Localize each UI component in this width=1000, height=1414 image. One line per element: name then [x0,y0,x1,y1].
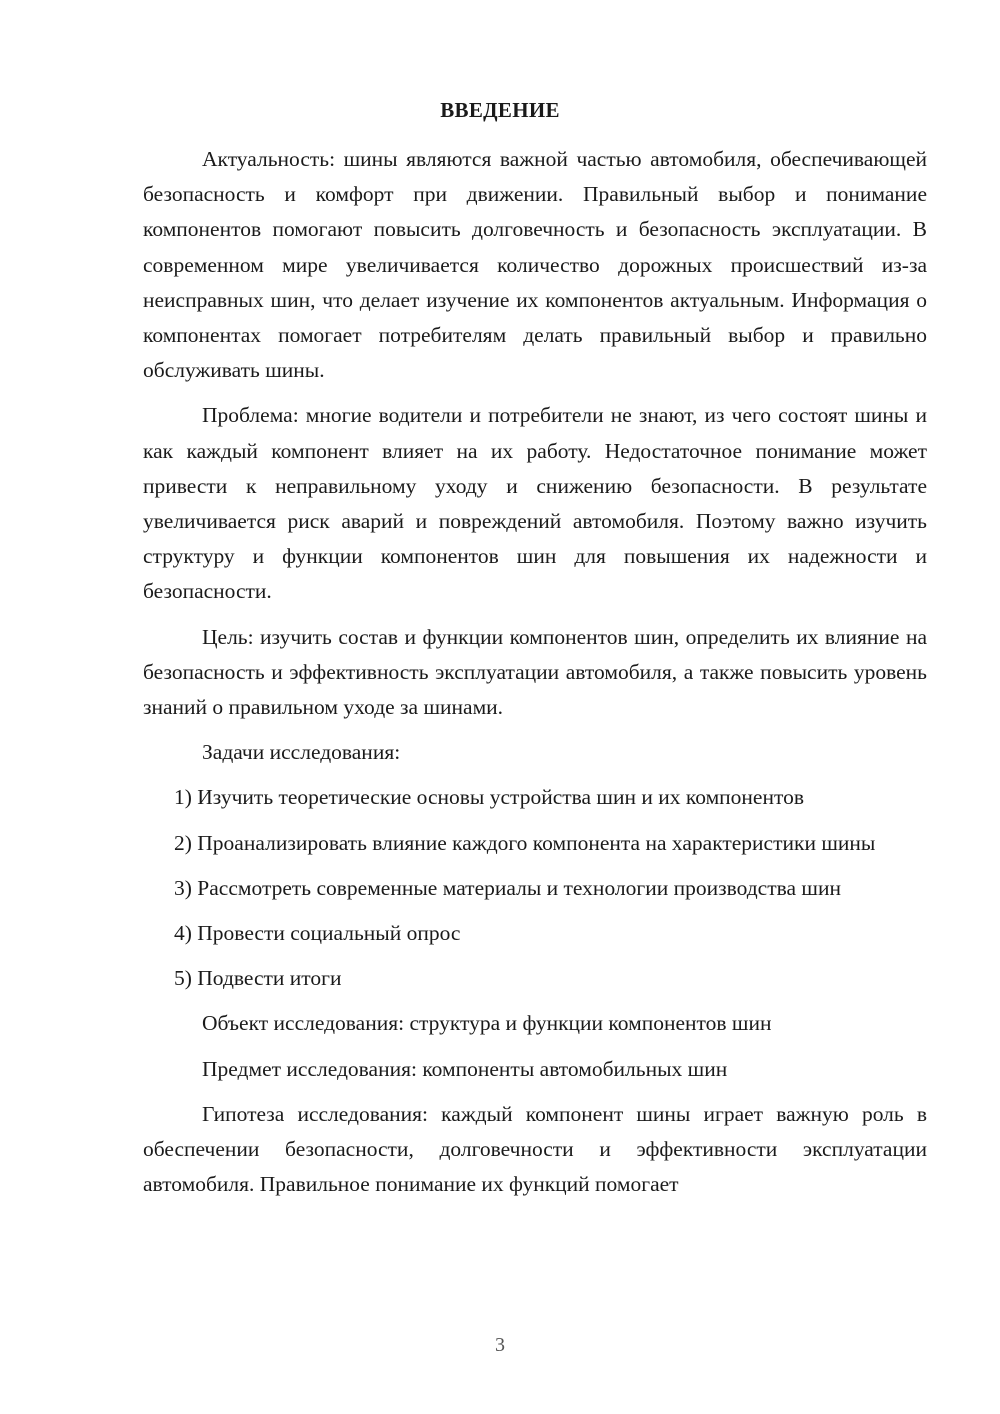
task-item-3: 3) Рассмотреть современные материалы и технологии производства шин [174,875,841,900]
paragraph-hypothesis: Гипотеза исследования: каждый компонент шины играет важную роль в обеспечении безопасности, долговечности и эффективности эксплуатации автомобиля. Правильное понимание их функций помогает [143,1101,927,1197]
task-item-2: 2) Проанализировать влияние каждого компонента на характеристики шины [174,830,876,855]
task-item-5: 5) Подвести итоги [174,966,342,991]
document-heading: ВВЕДЕНИЕ [440,98,560,122]
page-number: 3 [495,1334,505,1356]
task-item-1: 1) Изучить теоретические основы устройства шин и их компонентов [174,785,804,810]
paragraph-goal: Цель: изучить состав и функции компонентов шин, определить их влияние на безопасность и эффективность эксплуатации автомобиля, а также повысить уровень знаний о правильном уходе за шинами. [143,624,927,720]
paragraph-problem: Проблема: многие водители и потребители не знают, из чего состоят шины и как каждый компонент влияет на их работу. Недостаточное понимание может привести к неправильному уходу и снижению безопасности. В результате увеличивается риск аварий и повреждений автомобиля. Поэтому важно изучить структуру и функции компонентов шин для повышения их надежности и безопасности. [143,403,927,604]
paragraph-subject: Предмет исследования: компоненты автомобильных шин [202,1056,728,1081]
paragraph-relevance: Актуальность: шины являются важной частью автомобиля, обеспечивающей безопасность и комфорт при движении. Правильный выбор и понимание компонентов помогают повысить долговечность и безопасность эксплуатации. В современном мире увеличивается количество дорожных происшествий из-за неисправных шин, что делает изучение их компонентов актуальным. Информация о компонентах помогает потребителям делать правильный выбор и правильно обслуживать шины. [143,147,927,383]
paragraph-tasks-heading: Задачи исследования: [202,740,401,765]
task-item-4: 4) Провести социальный опрос [174,921,461,946]
document-body [143,142,927,1202]
paragraph-object: Объект исследования: структура и функции компонентов шин [202,1011,772,1036]
